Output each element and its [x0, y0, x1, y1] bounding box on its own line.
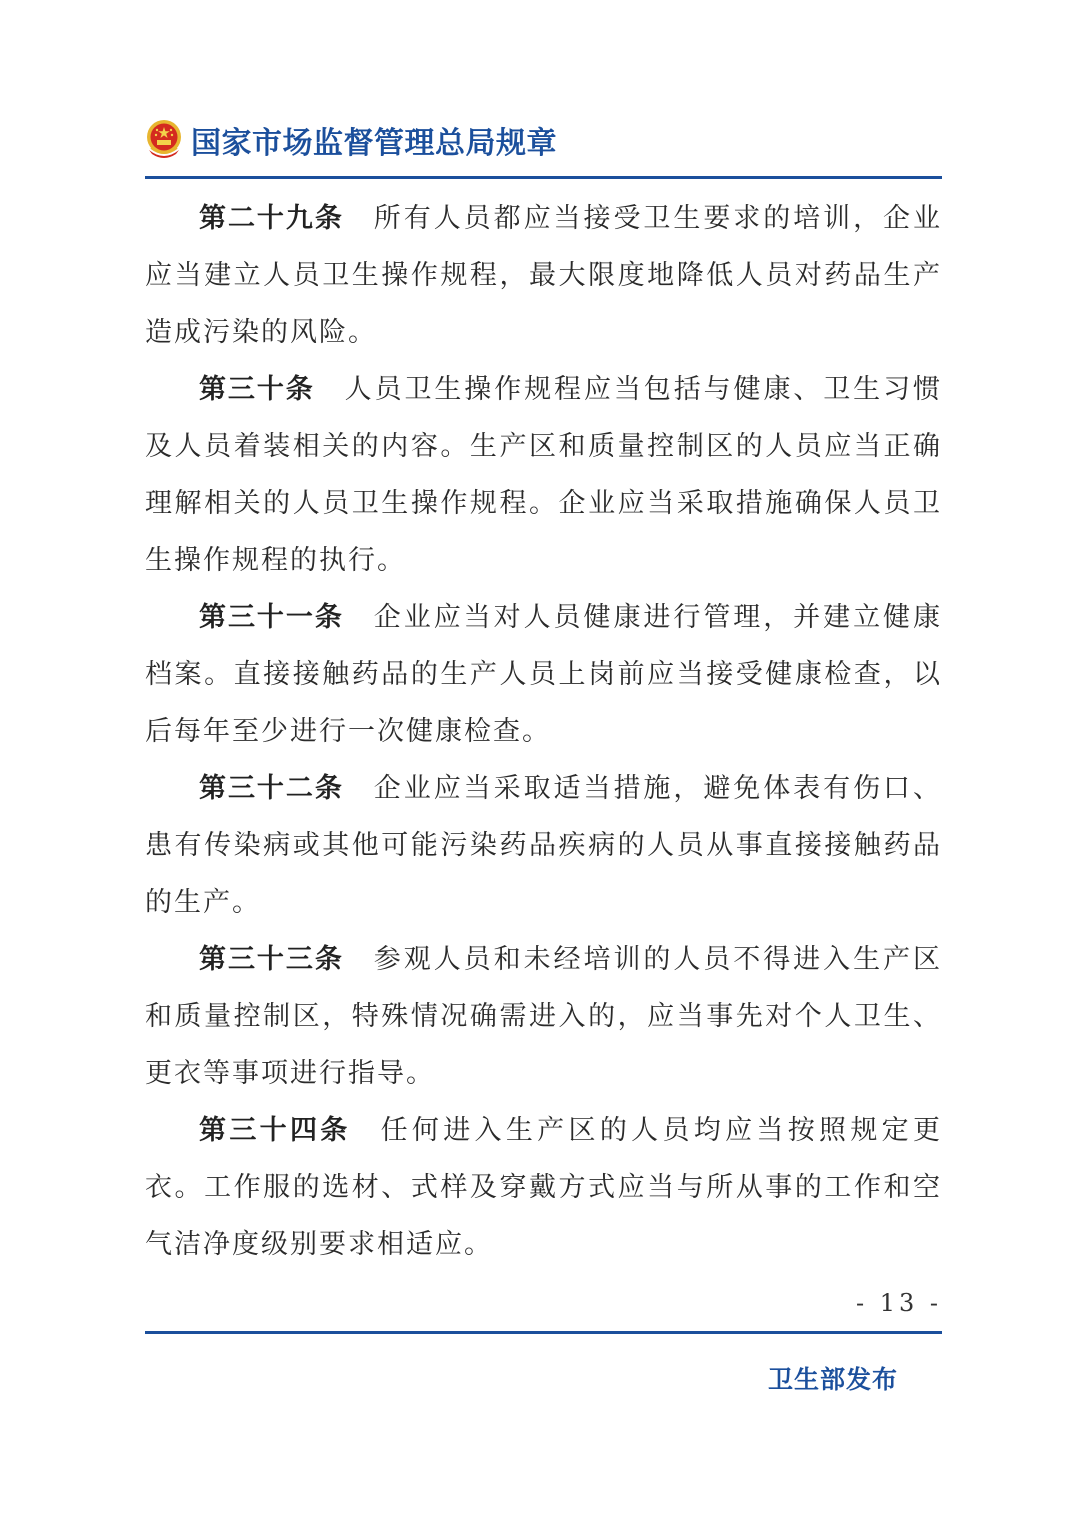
article: [145, 931, 942, 1102]
article-list: [145, 190, 942, 1273]
article-number: 第三十四条: [199, 1115, 351, 1146]
page-header: [145, 112, 942, 168]
header-title: 国家市场监督管理总局规章: [191, 126, 557, 161]
article-number: 第三十三条: [199, 944, 344, 975]
article: [145, 589, 942, 760]
article-text: 企业应当对人员健康进行管理，并建立健康档案。直接接触药品的生产人员上岗前应当接受健康检查，以后每年至少进行一次健康检查。: [145, 602, 943, 747]
article-text: 企业应当采取适当措施，避免体表有伤口、患有传染病或其他可能污染药品疾病的人员从事直接接触药品的生产。: [145, 773, 943, 918]
article-number: 第三十一条: [199, 602, 344, 633]
article-number: 第三十二条: [199, 773, 344, 804]
article: [145, 190, 942, 361]
article-text: 所有人员都应当接受卫生要求的培训，企业应当建立人员卫生操作规程，最大限度地降低人员对药品生产造成污染的风险。: [145, 203, 943, 348]
article: [145, 760, 942, 931]
article-number: 第二十九条: [199, 203, 344, 234]
article: [145, 1102, 942, 1273]
article-text: 参观人员和未经培训的人员不得进入生产区和质量控制区，特殊情况确需进入的，应当事先对个人卫生、更衣等事项进行指导。: [145, 944, 943, 1089]
header-divider: [145, 176, 942, 179]
article-text: 人员卫生操作规程应当包括与健康、卫生习惯及人员着装相关的内容。生产区和质量控制区的人员应当正确理解相关的人员卫生操作规程。企业应当采取措施确保人员卫生操作规程的执行。: [145, 374, 943, 576]
national-emblem-icon: [145, 118, 183, 162]
article-text: 任何进入生产区的人员均应当按照规定更衣。工作服的选材、式样及穿戴方式应当与所从事的工作和空气洁净度级别要求相适应。: [145, 1115, 943, 1260]
footer-divider: [145, 1331, 942, 1334]
publisher-label: 卫生部发布: [767, 1365, 898, 1394]
article-number: 第三十条: [199, 374, 315, 405]
page-number: - 13 -: [855, 1289, 942, 1317]
article: [145, 361, 942, 589]
